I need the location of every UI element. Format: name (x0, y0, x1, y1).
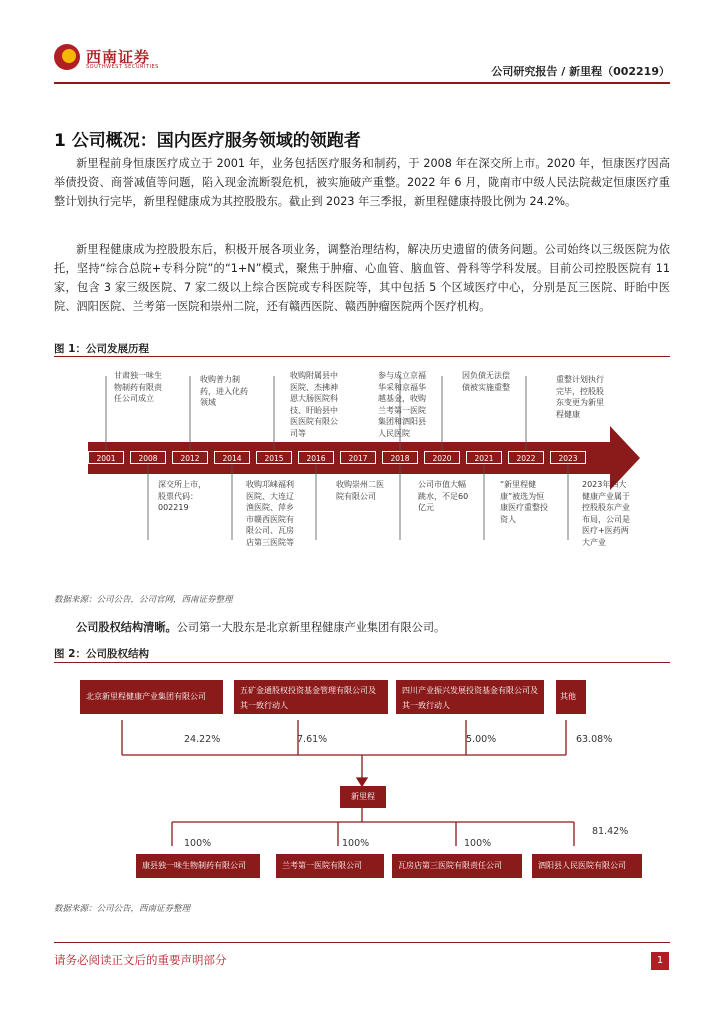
timeline-year-2012: 2012 (172, 451, 208, 464)
subsidiary-box-1: 康县独一味生物制药有限公司 (136, 854, 260, 878)
timeline-year-2015: 2015 (256, 451, 292, 464)
timeline-top-event: 收购附属县中医院、杰拂神恩大肠医院科技、盱眙县中医医院有限公司等 (290, 371, 338, 438)
timeline-year-2008: 2008 (130, 451, 166, 464)
timeline-bottom-event: 2023年四大健康产业属于控股股东产业布局，公司是医疗+医药两大产业 (582, 480, 630, 547)
timeline-year-2018: 2018 (382, 451, 418, 464)
company-box: 新里程 (340, 786, 386, 808)
timeline-bottom-event: 收购邛崃福利医院、大连辽渔医院、萍乡市赣西医院有限公司、瓦房店第三医院等 (246, 480, 294, 547)
subsidiary-box-4: 泗阳县人民医院有限公司 (532, 854, 642, 878)
figure-2-label: 图 2：公司股权结构 (54, 648, 149, 660)
timeline-top-event: 因负债无法偿债被实施重整 (462, 371, 510, 392)
timeline-bottom-event: 收购崇州二医院有限公司 (336, 480, 384, 501)
subsidiary-box-2: 兰考第一医院有限公司 (276, 854, 384, 878)
timeline-top-event: 甘肃独一味生物制药有限责任公司成立 (114, 371, 162, 403)
timeline-top-event: 重整计划执行完毕，控股股东变更为新里程健康 (556, 375, 604, 419)
timeline-year-2016: 2016 (298, 451, 334, 464)
page-number: 1 (651, 952, 669, 970)
shareholder-pct-3: 5.00% (466, 734, 497, 745)
logo-icon (54, 44, 80, 70)
shareholder-pct-4: 63.08% (576, 734, 613, 745)
timeline-year-2020: 2020 (424, 451, 460, 464)
timeline-top-event: 参与成立京福华采和京福华越基金，收购兰考第一医院集团和泗阳县人民医院 (378, 371, 426, 438)
subsidiary-pct-1: 100% (184, 838, 212, 849)
timeline-top-event: 收购普力制药，进入化药领域 (200, 375, 248, 407)
equity-intro-text: 公司第一大股东是北京新里程健康产业集团有限公司。 (176, 621, 446, 634)
subsidiary-pct-3: 100% (464, 838, 492, 849)
subsidiary-pct-2: 100% (342, 838, 370, 849)
figure-1-label: 图 1：公司发展历程 (54, 343, 149, 355)
section-title: 1 公司概况：国内医疗服务领域的领跑者 (54, 131, 361, 151)
subsidiary-pct-4: 81.42% (592, 826, 629, 837)
timeline-year-2021: 2021 (466, 451, 502, 464)
equity-intro-bold: 公司股权结构清晰。 (76, 621, 177, 634)
timeline-year-2001: 2001 (88, 451, 124, 464)
timeline-bottom-event: 深交所上市，股票代码：002219 (158, 480, 206, 512)
shareholder-box-4: 其他 (556, 680, 586, 714)
paragraph-1: 新里程前身恒康医疗成立于 2001 年，业务包括医疗服务和制药，于 2008 年在深交所上市。2020 年，恒康医疗因高举债投资、商誉减值等问题，陷入现金流断裂危机，被实施破产重整。2022 年 6 月，陇南市中级人民法院裁定恒康医疗重整计划执行完毕，新里程健康成为其控股股东。截止到 2023 年三季报，新里程健康持股比例为 24.2%。 (54, 157, 670, 208)
timeline-year-2017: 2017 (340, 451, 376, 464)
figure-1-source: 数据来源：公司公告，公司官网，西南证券整理 (54, 595, 233, 605)
report-header: 公司研究报告 / 新里程（002219） (491, 65, 670, 78)
logo-text: 西南证券 (86, 48, 151, 66)
timeline-year-2014: 2014 (214, 451, 250, 464)
shareholder-box-2: 五矿金通股权投资基金管理有限公司及其一致行动人 (234, 680, 388, 714)
shareholder-pct-2: 7.61% (297, 734, 328, 745)
timeline-year-2022: 2022 (508, 451, 544, 464)
footer-divider (54, 942, 670, 943)
shareholder-box-1: 北京新里程健康产业集团有限公司 (80, 680, 223, 714)
paragraph-2: 新里程健康成为控股股东后，积极开展各项业务，调整治理结构，解决历史遗留的债务问题。公司始终以三级医院为依托，坚持“综合总院+专科分院”的“1+N”模式，聚焦于肿瘤、心血管、脑血管、骨科等学科发展。目前公司控股医院有 11 家，包含 3 家三级医院、7 家二级以上综合医院或专科医院等，其中包括 5 个区域医疗中心，分别是瓦三医院、盱眙中医院、泗阳医院、兰考第一医院和崇州二院，还有赣西医院、赣西肿瘤医院两个医疗机构。 (54, 243, 670, 313)
logo-subtext: SOUTHWEST SECURITIES (86, 64, 159, 70)
header-divider (54, 82, 670, 84)
shareholder-pct-1: 24.22% (184, 734, 221, 745)
subsidiary-box-3: 瓦房店第三医院有限责任公司 (392, 854, 522, 878)
timeline-year-2023: 2023 (550, 451, 586, 464)
equity-intro (54, 619, 670, 635)
shareholder-box-3: 四川产业振兴发展投资基金有限公司及其一致行动人 (396, 680, 544, 714)
timeline-bottom-event: “新里程健康”被选为恒康医疗重整投资人 (500, 480, 548, 524)
figure-2-source: 数据来源：公司公告，西南证券整理 (54, 904, 191, 914)
timeline-bottom-event: 公司市值大幅跳水，不足60亿元 (418, 480, 469, 512)
footer-notice: 请务必阅读正文后的重要声明部分 (54, 953, 227, 967)
figure-1-divider (54, 356, 670, 357)
